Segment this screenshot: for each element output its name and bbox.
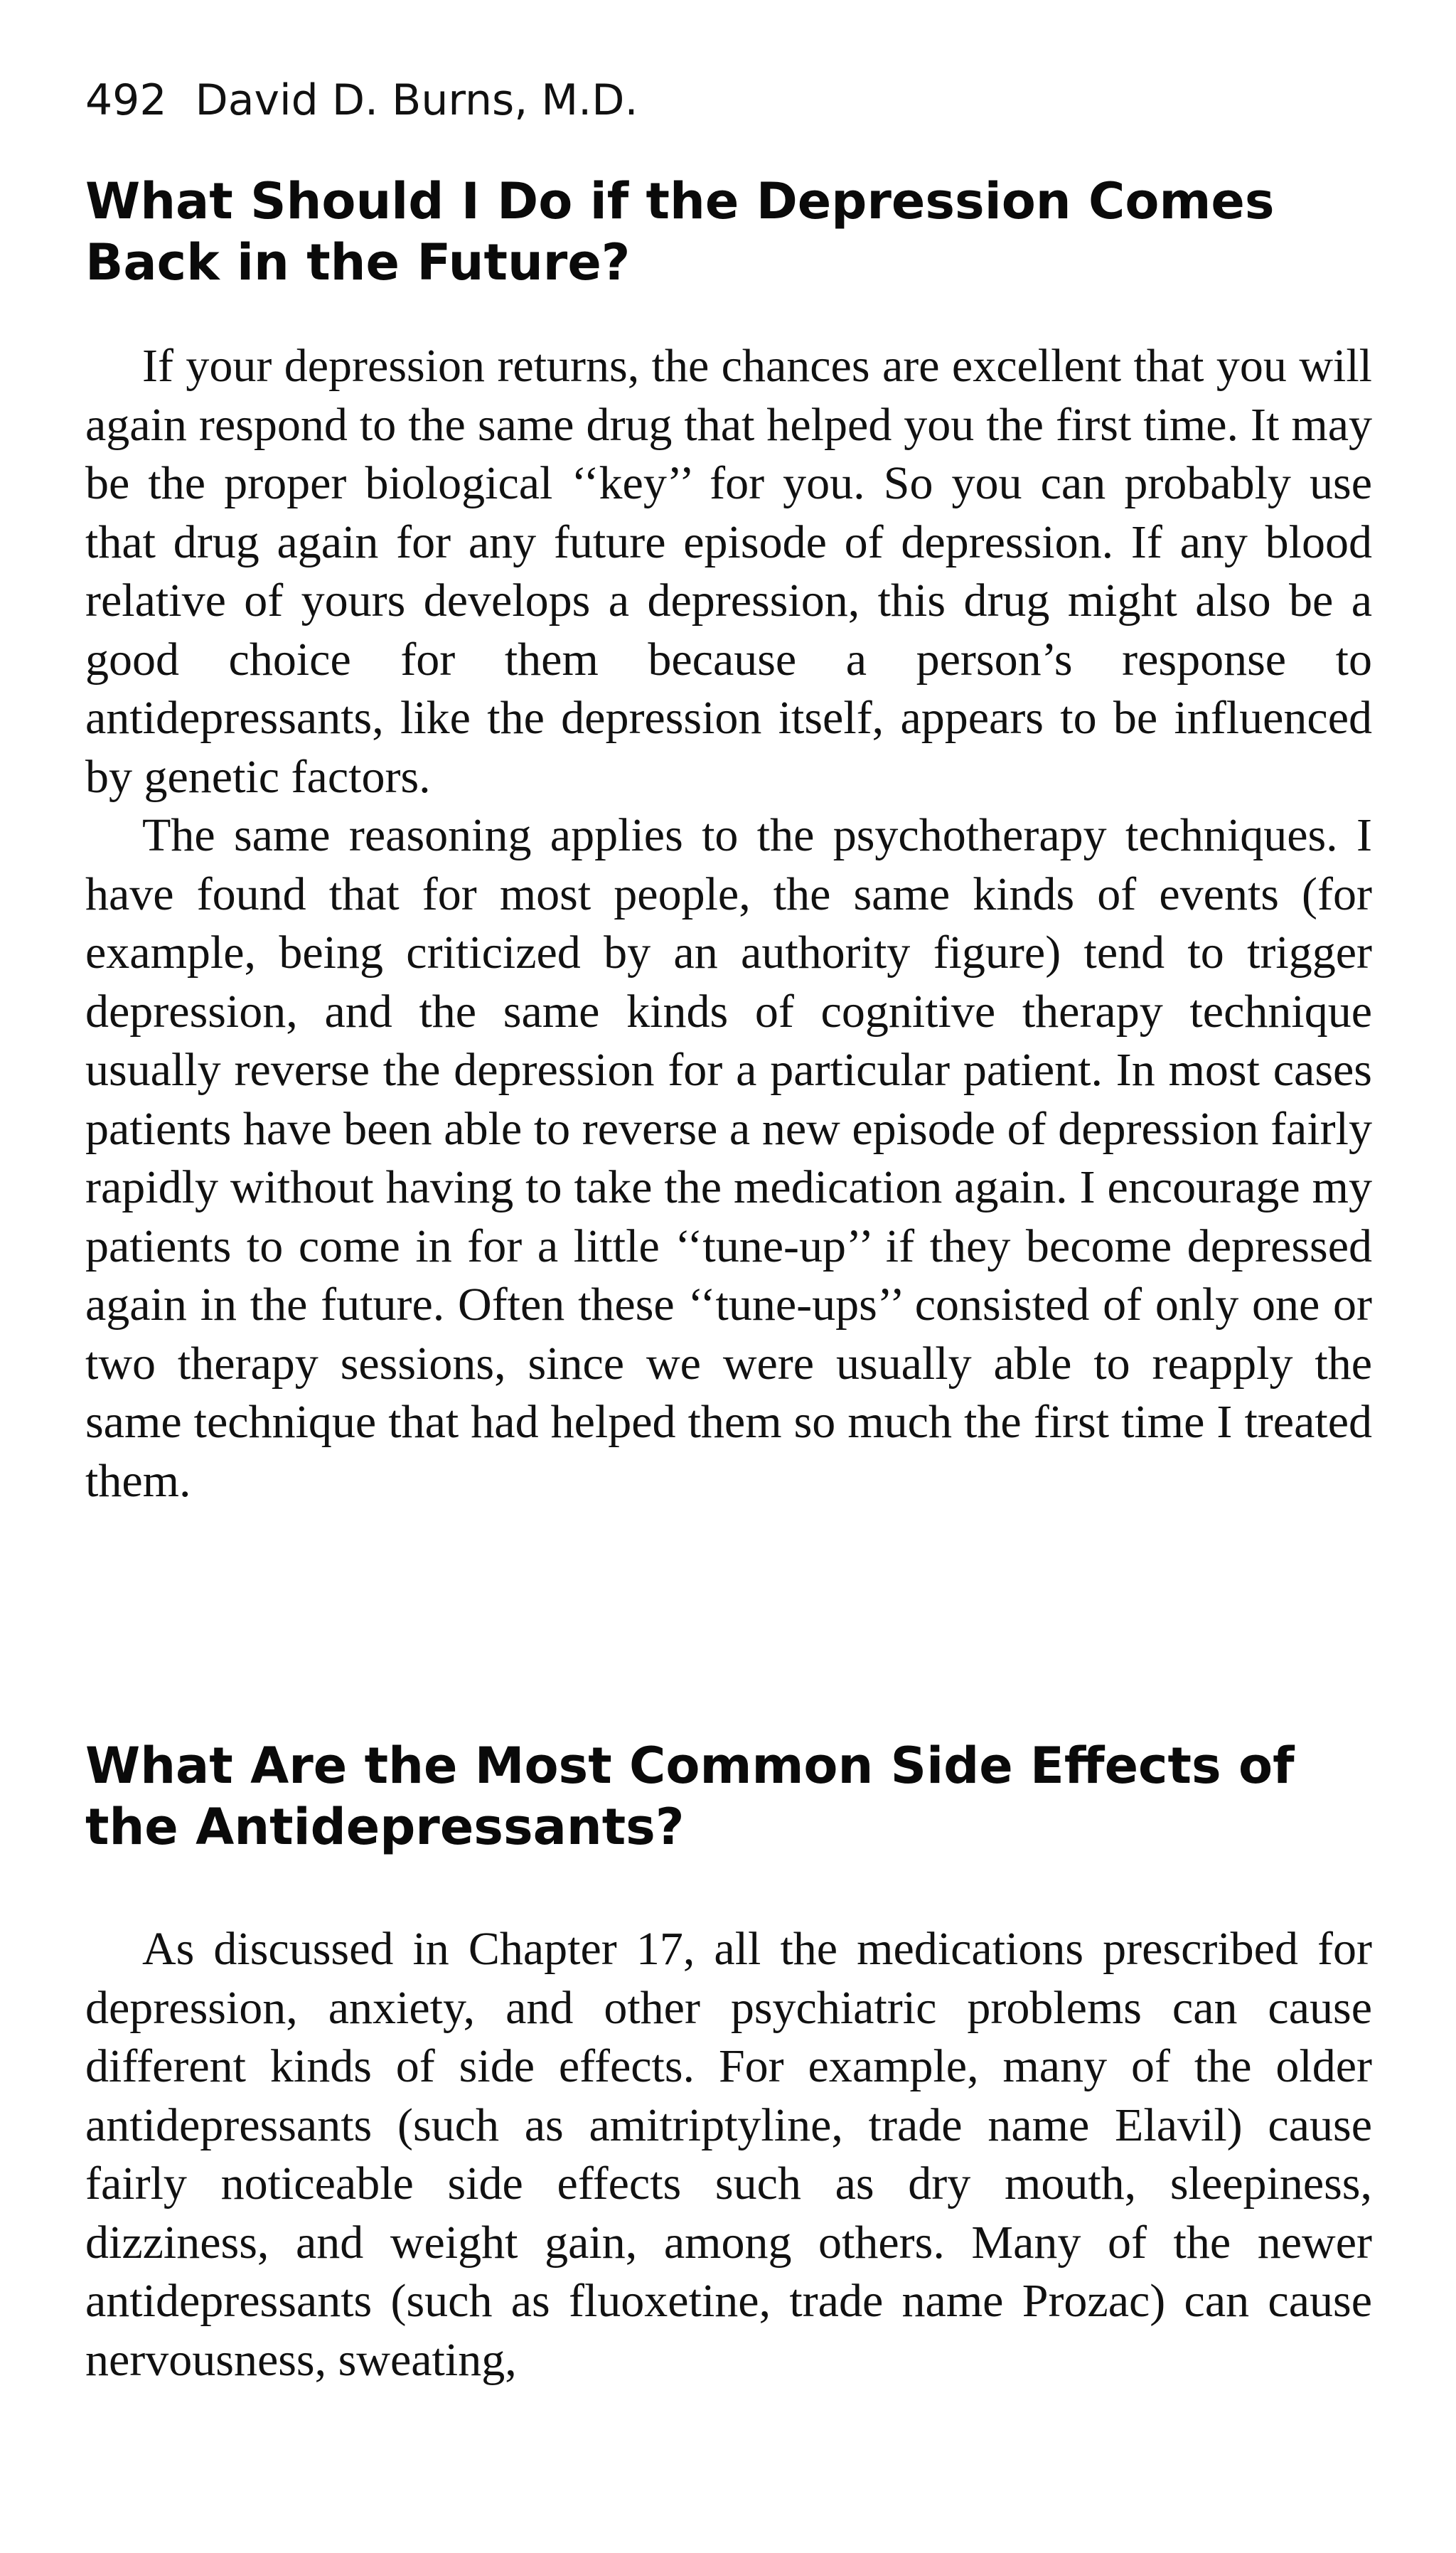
paragraph: The same reasoning applies to the psychotherapy techniques. I have found that for most people, the same kinds of events (for example, being criticized by an authority figure) tend to trigger depression, and the same kinds of cognitive therapy technique usually reverse the depression for a particular patient. In most cases patients have been able to reverse a new episode of depression fairly rapidly without having to take the medication again. I encourage my patients to come in for a little ‘‘tune-up’’ if they become depressed again in the future. Often these ‘‘tune-ups’’ consisted of only one or two therapy sessions, since we were usually able to reapply the same technique that had helped them so much the first time I treated them. xyxy=(85,809,1372,1507)
page-number: 492 xyxy=(85,75,167,125)
section-heading-side-effects: What Are the Most Common Side Effects of the Antidepressants? xyxy=(85,1737,1295,1856)
running-head-author: David D. Burns, M.D. xyxy=(195,75,638,125)
running-head xyxy=(85,75,638,125)
section-body-side-effects xyxy=(85,1920,1372,2389)
paragraph: As discussed in Chapter 17, all the medications prescribed for depression, anxiety, and other psychiatric problems can cause different kinds of side effects. For example, many of the older antidepressants (such as amitriptyline, trade name Elavil) cause fairly noticeable side effects such as dry mouth, sleepiness, dizziness, and weight gain, among others. Many of the newer antidepressants (such as fluoxetine, trade name Prozac) can cause nervousness, sweating, xyxy=(85,1923,1372,2386)
paragraph: If your depression returns, the chances are excellent that you will again respond to the same drug that helped you the first time. It may be the proper biological ‘‘key’’ for you. So you can probably use that drug again for any future episode of depression. If any blood relative of yours develops a depression, this drug might also be a good choice for them because a person’s response to antidepressants, like the depression itself, appears to be influenced by genetic factors. xyxy=(85,340,1372,803)
section-body-depression-returns xyxy=(85,337,1372,1510)
section-heading-depression-returns: What Should I Do if the Depression Comes Back in the Future? xyxy=(85,172,1275,292)
